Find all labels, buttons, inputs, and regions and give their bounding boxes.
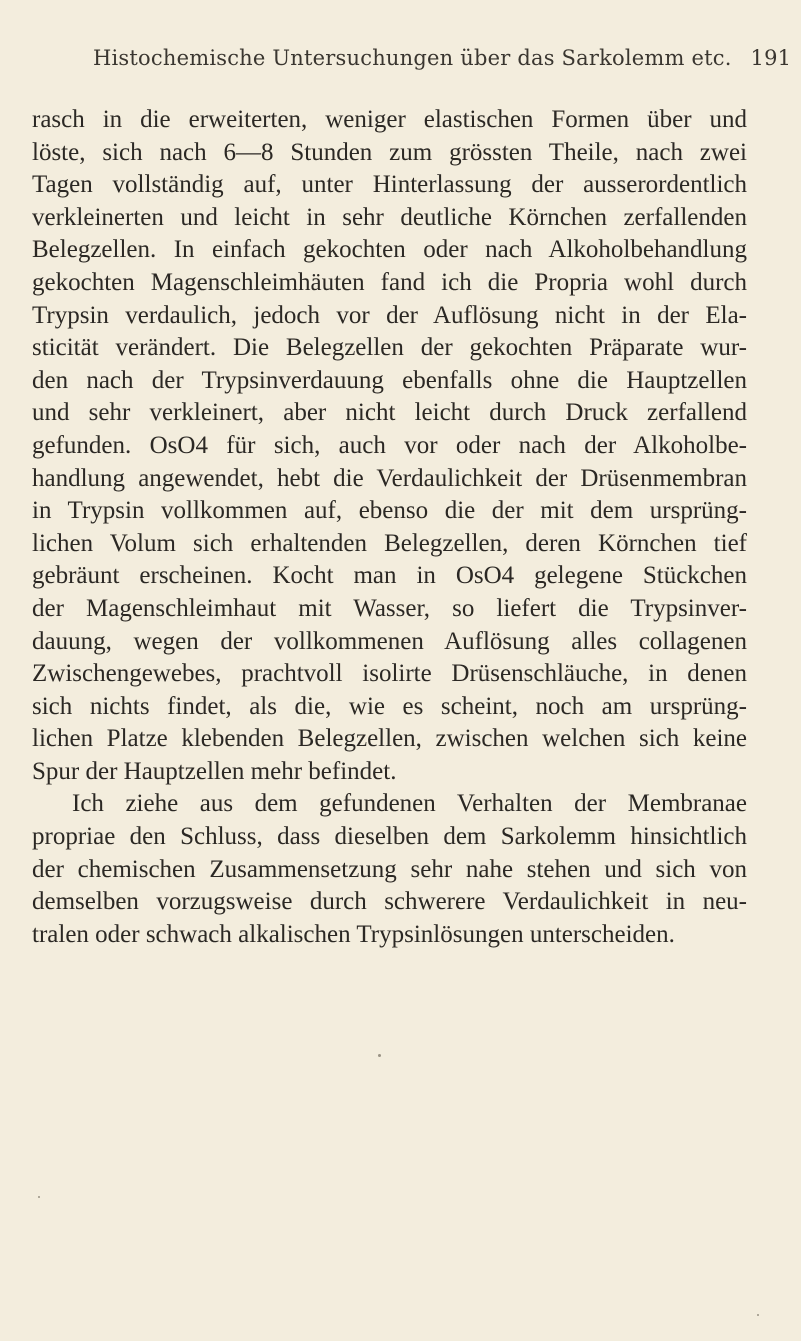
text-line: sticität verändert. Die Belegzellen der gekochten Präparate wur- xyxy=(32,334,747,362)
text-line: propriae den Schluss, dass dieselben dem Sarkolemm hinsichtlich xyxy=(32,823,747,851)
text-line: Trypsin verdaulich, jedoch vor der Auflösung nicht in der Ela- xyxy=(32,301,747,329)
running-header xyxy=(93,46,792,70)
text-line: in Trypsin vollkommen auf, ebenso die der mit dem ursprüng- xyxy=(32,497,747,525)
text-line: gebräunt erscheinen. Kocht man in OsO4 gelegene Stückchen xyxy=(32,562,747,590)
paragraph-2 xyxy=(32,788,747,951)
text-line: Belegzellen. In einfach gekochten oder nach Alkoholbehandlung xyxy=(32,236,747,264)
text-line: Ich ziehe aus dem gefundenen Verhalten der Membranae xyxy=(72,790,747,818)
text-line: Tagen vollständig auf, unter Hinterlassung der ausserordentlich xyxy=(32,171,747,199)
text-line: gekochten Magenschleimhäuten fand ich die Propria wohl durch xyxy=(32,268,747,296)
text-line: Spur der Hauptzellen mehr befindet. xyxy=(32,757,397,785)
text-line: der Magenschleimhaut mit Wasser, so liefert die Trypsinver- xyxy=(32,594,747,622)
text-line: und sehr verkleinert, aber nicht leicht durch Druck zerfallend xyxy=(32,399,747,427)
text-line: rasch in die erweiterten, weniger elastischen Formen über und xyxy=(32,106,747,133)
paper-speck xyxy=(38,1196,40,1198)
text-line: dauung, wegen der vollkommenen Auflösung alles collagenen xyxy=(32,627,747,655)
text-line: Zwischengewebes, prachtvoll isolirte Drüsenschläuche, in denen xyxy=(32,660,747,688)
running-title: Histochemische Untersuchungen über das Sarkolemm etc. xyxy=(93,46,732,70)
text-line: der chemischen Zusammensetzung sehr nahe stehen und sich von xyxy=(32,855,747,883)
page-number: 191 xyxy=(750,46,792,70)
text-line: lichen Platze klebenden Belegzellen, zwischen welchen sich keine xyxy=(32,725,747,753)
paper-speck xyxy=(378,1054,381,1057)
text-line: tralen oder schwach alkalischen Trypsinlösungen unterscheiden. xyxy=(32,920,675,948)
body-text xyxy=(32,104,747,951)
text-line: löste, sich nach 6—8 Stunden zum grössten Theile, nach zwei xyxy=(32,138,747,166)
text-line: demselben vorzugsweise durch schwerere Verdaulichkeit in neu- xyxy=(32,888,747,916)
text-line: den nach der Trypsinverdauung ebenfalls ohne die Hauptzellen xyxy=(32,366,747,394)
paper-speck xyxy=(757,1314,759,1316)
text-line: verkleinerten und leicht in sehr deutliche Körnchen zerfallenden xyxy=(32,203,747,231)
text-line: sich nichts findet, als die, wie es scheint, noch am ursprüng- xyxy=(32,692,747,720)
text-line: lichen Volum sich erhaltenden Belegzellen, deren Körnchen tief xyxy=(32,529,747,557)
paragraph-1 xyxy=(32,104,747,788)
text-line: gefunden. OsO4 für sich, auch vor oder nach der Alkoholbe- xyxy=(32,431,747,459)
text-line: handlung angewendet, hebt die Verdaulichkeit der Drüsenmembran xyxy=(32,464,747,492)
